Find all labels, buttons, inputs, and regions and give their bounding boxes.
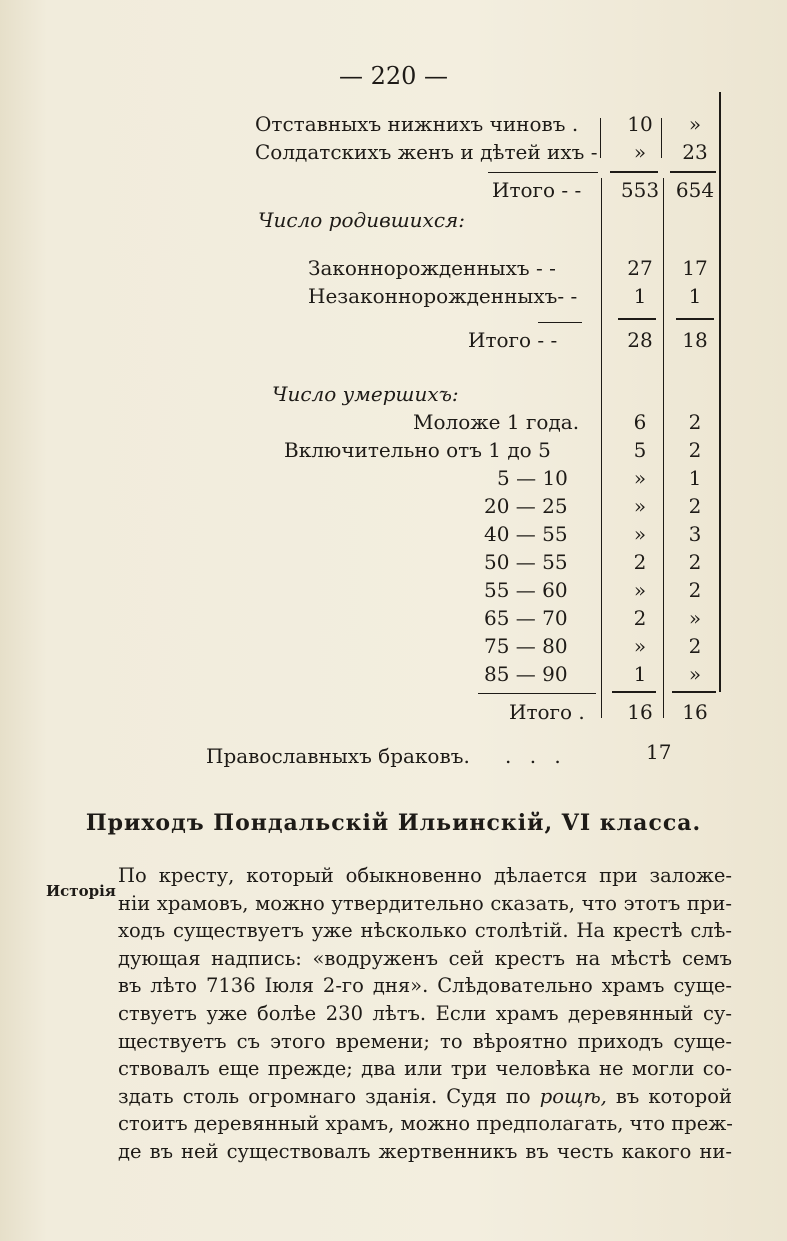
total-value-2: 18: [682, 328, 708, 352]
table-row: [0, 254, 787, 282]
births-heading: Число родившихся:: [258, 208, 466, 232]
table-row: [0, 110, 787, 138]
row-value-1: 2: [633, 606, 647, 630]
paragraph-line-with-italic: [118, 1083, 732, 1111]
sum-rule: [612, 691, 656, 693]
row-value-1: »: [633, 634, 647, 658]
total-label: Итого .: [509, 700, 585, 724]
sum-rule: [676, 318, 714, 320]
row-value-2: 2: [688, 494, 702, 518]
row-label: Включительно отъ 1 до 5: [284, 438, 551, 462]
paragraph-line: ходъ существуетъ уже нѣсколько столѣтій. На крестѣ слѣ-: [118, 919, 732, 943]
sum-rule: [478, 693, 596, 694]
paragraph-line: ніи храмовъ, можно утвердительно сказать, что этотъ при-: [118, 891, 732, 915]
row-label: Моложе 1 года.: [413, 410, 580, 434]
total-row: [0, 698, 787, 726]
row-value-2: 3: [688, 522, 702, 546]
history-paragraph: [118, 862, 732, 1166]
sum-rule: [670, 171, 716, 173]
row-value-2: 1: [688, 284, 702, 308]
total-label: Итого - -: [492, 178, 582, 202]
table-row: [0, 632, 787, 660]
row-value-1: »: [633, 578, 647, 602]
row-value-1: 2: [633, 550, 647, 574]
row-value-2: 1: [688, 466, 702, 490]
row-label: 75 — 80: [484, 634, 568, 658]
row-value-2: »: [688, 606, 702, 630]
paragraph-line: въ лѣто 7136 Іюля 2-го дня». Слѣдовательно храмъ суще-: [118, 974, 732, 998]
table-row: [0, 408, 787, 436]
table-row: [0, 520, 787, 548]
row-value-2: 2: [688, 634, 702, 658]
row-value-1: »: [633, 140, 647, 164]
row-label: Незаконнорожденныхъ- -: [308, 284, 578, 308]
table-row: [0, 660, 787, 688]
total-value-1: 28: [627, 328, 653, 352]
section-heading: Приходъ Пондальскій Ильинскій, VI класса.: [85, 810, 702, 836]
total-row: [0, 176, 787, 204]
row-value-2: 23: [682, 140, 708, 164]
sum-rule: [610, 171, 658, 173]
total-value-2: 654: [675, 178, 715, 202]
row-label: 50 — 55: [484, 550, 568, 574]
total-label: Итого - -: [468, 328, 558, 352]
row-label: Солдатскихъ женъ и дѣтей ихъ -: [255, 140, 598, 164]
row-value-1: 6: [633, 410, 647, 434]
sum-rule: [488, 172, 598, 173]
row-value-2: »: [688, 662, 702, 686]
table-row: [0, 604, 787, 632]
row-label: 85 — 90: [484, 662, 568, 686]
row-value-1: 1: [633, 662, 647, 686]
paragraph-line: ствовалъ еще прежде; два или три человѣка не могли со-: [118, 1057, 732, 1081]
margin-note: Исторія: [46, 882, 116, 900]
italic-word: рощѣ,: [539, 1084, 607, 1108]
row-value-1: »: [633, 466, 647, 490]
sum-rule: [538, 322, 582, 323]
marriages-value: 17: [646, 740, 672, 764]
paragraph-line: де въ ней существовалъ жертвенникъ въ честь какого ни-: [118, 1139, 732, 1163]
row-label: 40 — 55: [484, 522, 568, 546]
table-row: [0, 138, 787, 166]
row-value-1: 1: [633, 284, 647, 308]
paragraph-line: дующая надпись: «водруженъ сей крестъ на мѣстѣ семъ: [118, 946, 732, 970]
row-value-2: 2: [688, 550, 702, 574]
sum-rule: [618, 318, 656, 320]
total-value-1: 553: [620, 178, 660, 202]
table-row: [0, 492, 787, 520]
row-value-2: 2: [688, 578, 702, 602]
table-row: [0, 464, 787, 492]
row-label: 65 — 70: [484, 606, 568, 630]
marriages-dots: . . .: [505, 744, 567, 768]
table-row: [0, 436, 787, 464]
row-value-1: 27: [627, 256, 653, 280]
paragraph-line: ствуетъ уже болѣе 230 лѣтъ. Если храмъ деревянный су-: [118, 1001, 732, 1025]
row-label: Отставныхъ нижнихъ чиновъ .: [255, 112, 579, 136]
marriages-label: Православныхъ браковъ.: [206, 744, 470, 768]
total-value-2: 16: [682, 700, 708, 724]
row-label: 5 — 10: [497, 466, 568, 490]
row-value-2: 2: [688, 410, 702, 434]
row-value-2: »: [688, 112, 702, 136]
paragraph-line: стоитъ деревянный храмъ, можно предполагать, что преж-: [118, 1112, 733, 1136]
row-value-1: 10: [627, 112, 653, 136]
total-value-1: 16: [627, 700, 653, 724]
page-number: — 220 —: [338, 62, 449, 90]
paragraph-line-start: здать столь огромнаго зданія. Судя по: [118, 1084, 531, 1108]
row-value-1: »: [633, 522, 647, 546]
row-value-2: 17: [682, 256, 708, 280]
deaths-heading: Число умершихъ:: [272, 382, 459, 406]
total-row: [0, 326, 787, 354]
table-row: [0, 548, 787, 576]
row-value-2: 2: [688, 438, 702, 462]
table-row: [0, 576, 787, 604]
row-value-1: »: [633, 494, 647, 518]
row-label: 55 — 60: [484, 578, 568, 602]
paragraph-line: По кресту, который обыкновенно дѣлается при заложе-: [118, 864, 732, 887]
sum-rule: [672, 691, 716, 693]
row-label: 20 — 25: [484, 494, 568, 518]
paragraph-line-end: въ которой: [615, 1084, 733, 1108]
row-value-1: 5: [633, 438, 647, 462]
row-label: Законнорожденныхъ - -: [308, 256, 556, 280]
paragraph-line: ществуетъ съ этого времени; то вѣроятно приходъ суще-: [118, 1029, 732, 1053]
table-row: [0, 282, 787, 310]
